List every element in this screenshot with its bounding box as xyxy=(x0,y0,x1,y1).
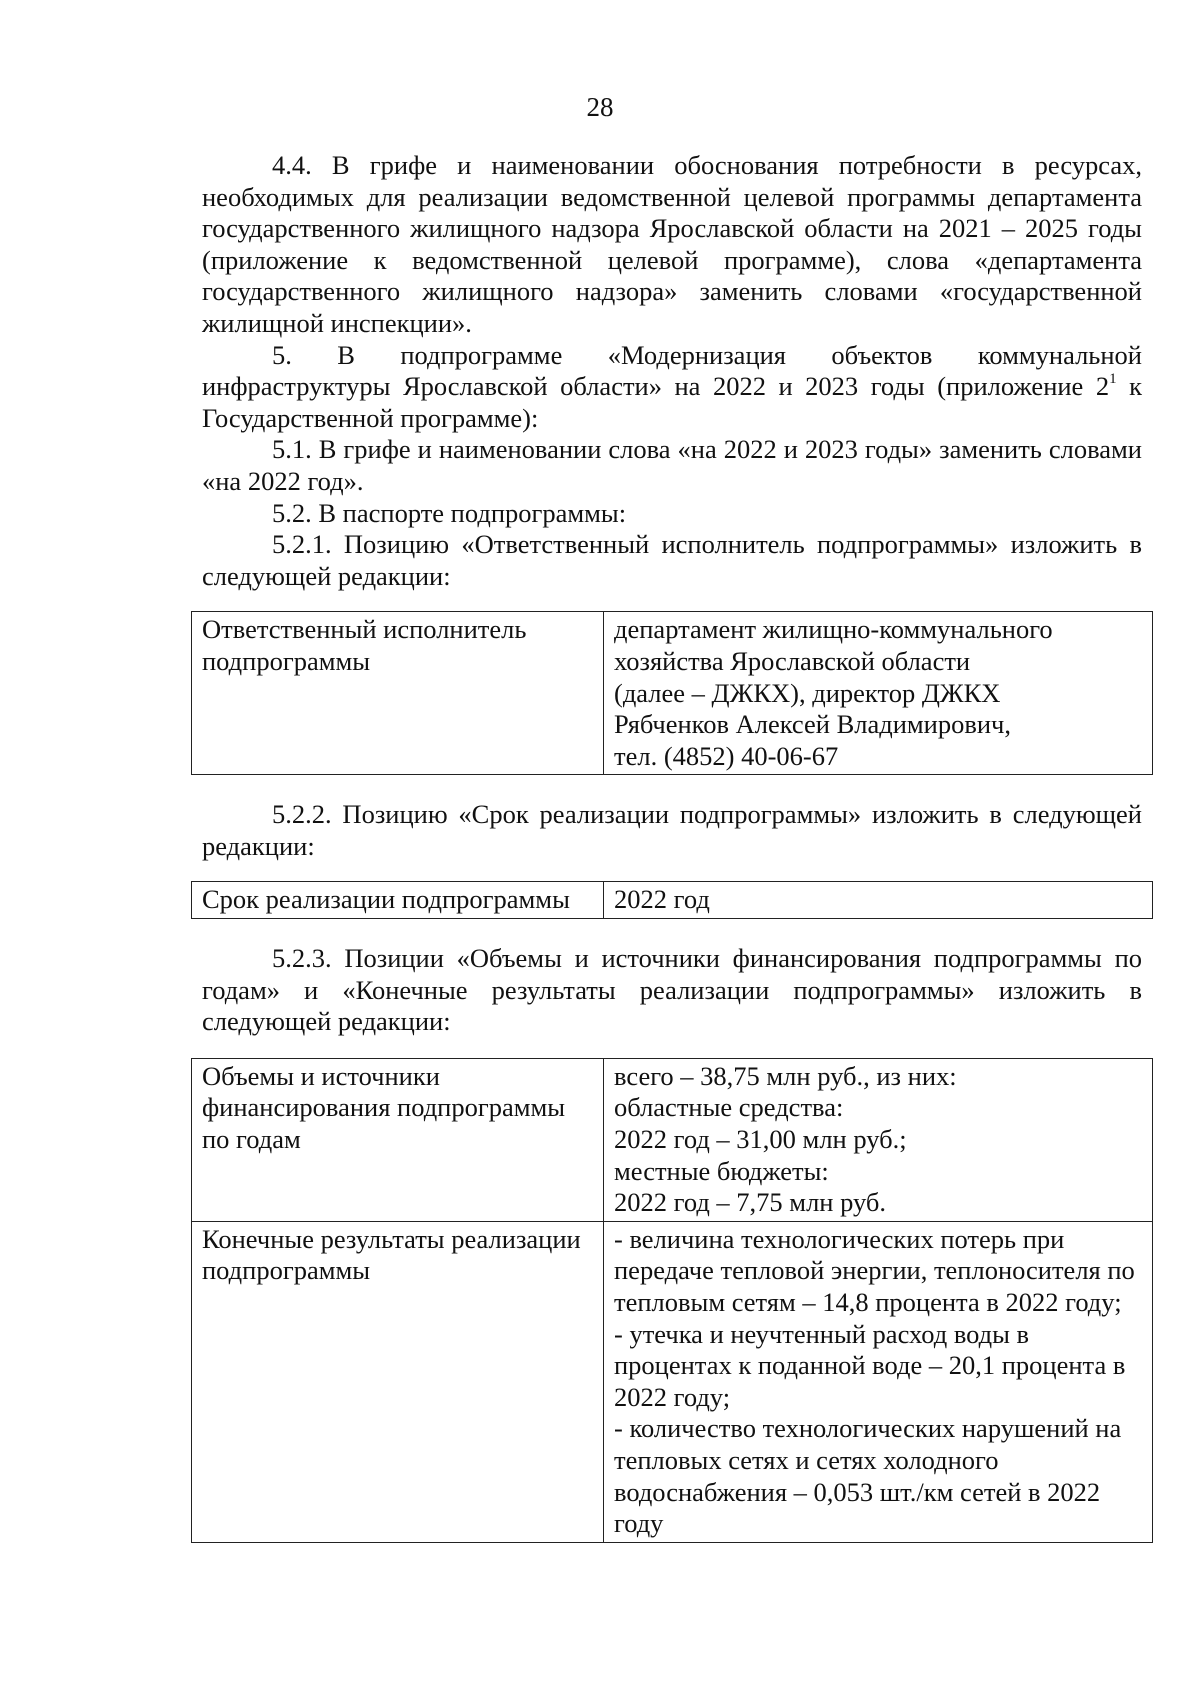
table-value-cell xyxy=(604,1058,1153,1221)
value-line: всего – 38,75 млн руб., из них: xyxy=(614,1060,957,1091)
appendix-superscript: 1 xyxy=(1109,371,1117,388)
value-line: 2022 год – 7,75 млн руб. xyxy=(614,1187,887,1218)
table-label-cell: Срок реализации подпрограммы xyxy=(192,882,604,919)
page-number: 28 xyxy=(586,92,614,122)
value-line: тел. (4852) 40-06-67 xyxy=(614,740,839,771)
paragraph-5-2-2: 5.2.2. Позицию «Срок реализации подпрограммы» изложить в следующей редакции: xyxy=(202,799,1142,861)
result-item: - утечка и неучтенный расход воды в процентах к поданной воде – 20,1 процента в 2022 году; xyxy=(614,1318,1126,1412)
paragraph-5-2: 5.2. В паспорте подпрограммы: xyxy=(272,497,627,528)
value-line: местные бюджеты: xyxy=(614,1155,829,1186)
paragraph-5-1: 5.1. В грифе и наименовании слова «на 2022 и 2023 годы» заменить словами «на 2022 год». xyxy=(202,434,1142,496)
value-line: департамент жилищно-коммунального xyxy=(614,614,1053,645)
table-value-cell xyxy=(604,612,1153,775)
table-responsible-executor xyxy=(191,611,1153,775)
paragraph-5-text-end: к Государственной программе): xyxy=(202,371,1142,433)
value-line: хозяйства Ярославской области xyxy=(614,645,971,676)
value-line: областные средства: xyxy=(614,1092,844,1123)
table-funding-and-results xyxy=(191,1058,1153,1543)
paragraph-5 xyxy=(202,340,1142,435)
paragraph-4-4: 4.4. В грифе и наименовании обоснования потребности в ресурсах, необходимых для реализации ведомственной целевой программы департамента государственного жилищного надзора Ярославской области на 2021 – 2025 годы (приложение к ведомственной целевой программе), слова «департамента государственного жилищного надзора» заменить словами «государственной жилищной инспекции». xyxy=(202,150,1142,338)
table-label-cell: Объемы и источники финансирования подпрограммы по годам xyxy=(192,1058,604,1221)
table-label-cell: Ответственный исполнитель подпрограммы xyxy=(192,612,604,775)
table-implementation-period xyxy=(191,881,1153,919)
paragraph-5-text: 5. В подпрограмме «Модернизация объектов коммунальной инфраструктуры Ярославской области» на 2022 и 2023 годы (приложение 2 xyxy=(202,339,1142,402)
document-body xyxy=(202,150,1142,1543)
table-row xyxy=(192,1058,1153,1221)
table-value-cell xyxy=(604,1221,1153,1542)
table-label-cell: Конечные результаты реализации подпрограммы xyxy=(192,1221,604,1542)
value-line: (далее – ДЖКХ), директор ДЖКХ xyxy=(614,677,1001,708)
table-value-cell: 2022 год xyxy=(604,882,1153,919)
table-row xyxy=(192,1221,1153,1542)
result-item: - величина технологических потерь при передаче тепловой энергии, теплоносителя по тепловым сетям – 14,8 процента в 2022 году; xyxy=(614,1223,1135,1317)
paragraph-5-2-1: 5.2.1. Позицию «Ответственный исполнитель подпрограммы» изложить в следующей редакции: xyxy=(202,529,1142,591)
paragraph-5-2-3: 5.2.3. Позиции «Объемы и источники финансирования подпрограммы по годам» и «Конечные результаты реализации подпрограммы» изложить в следующей редакции: xyxy=(202,943,1142,1037)
result-item: - количество технологических нарушений на тепловых сетях и сетях холодного водоснабжения – 0,053 шт./км сетей в 2022 году xyxy=(614,1413,1122,1539)
value-line: Рябченков Алексей Владимирович, xyxy=(614,709,1011,740)
value-line: 2022 год – 31,00 млн руб.; xyxy=(614,1124,907,1155)
table-row xyxy=(192,612,1153,775)
table-row xyxy=(192,882,1153,919)
